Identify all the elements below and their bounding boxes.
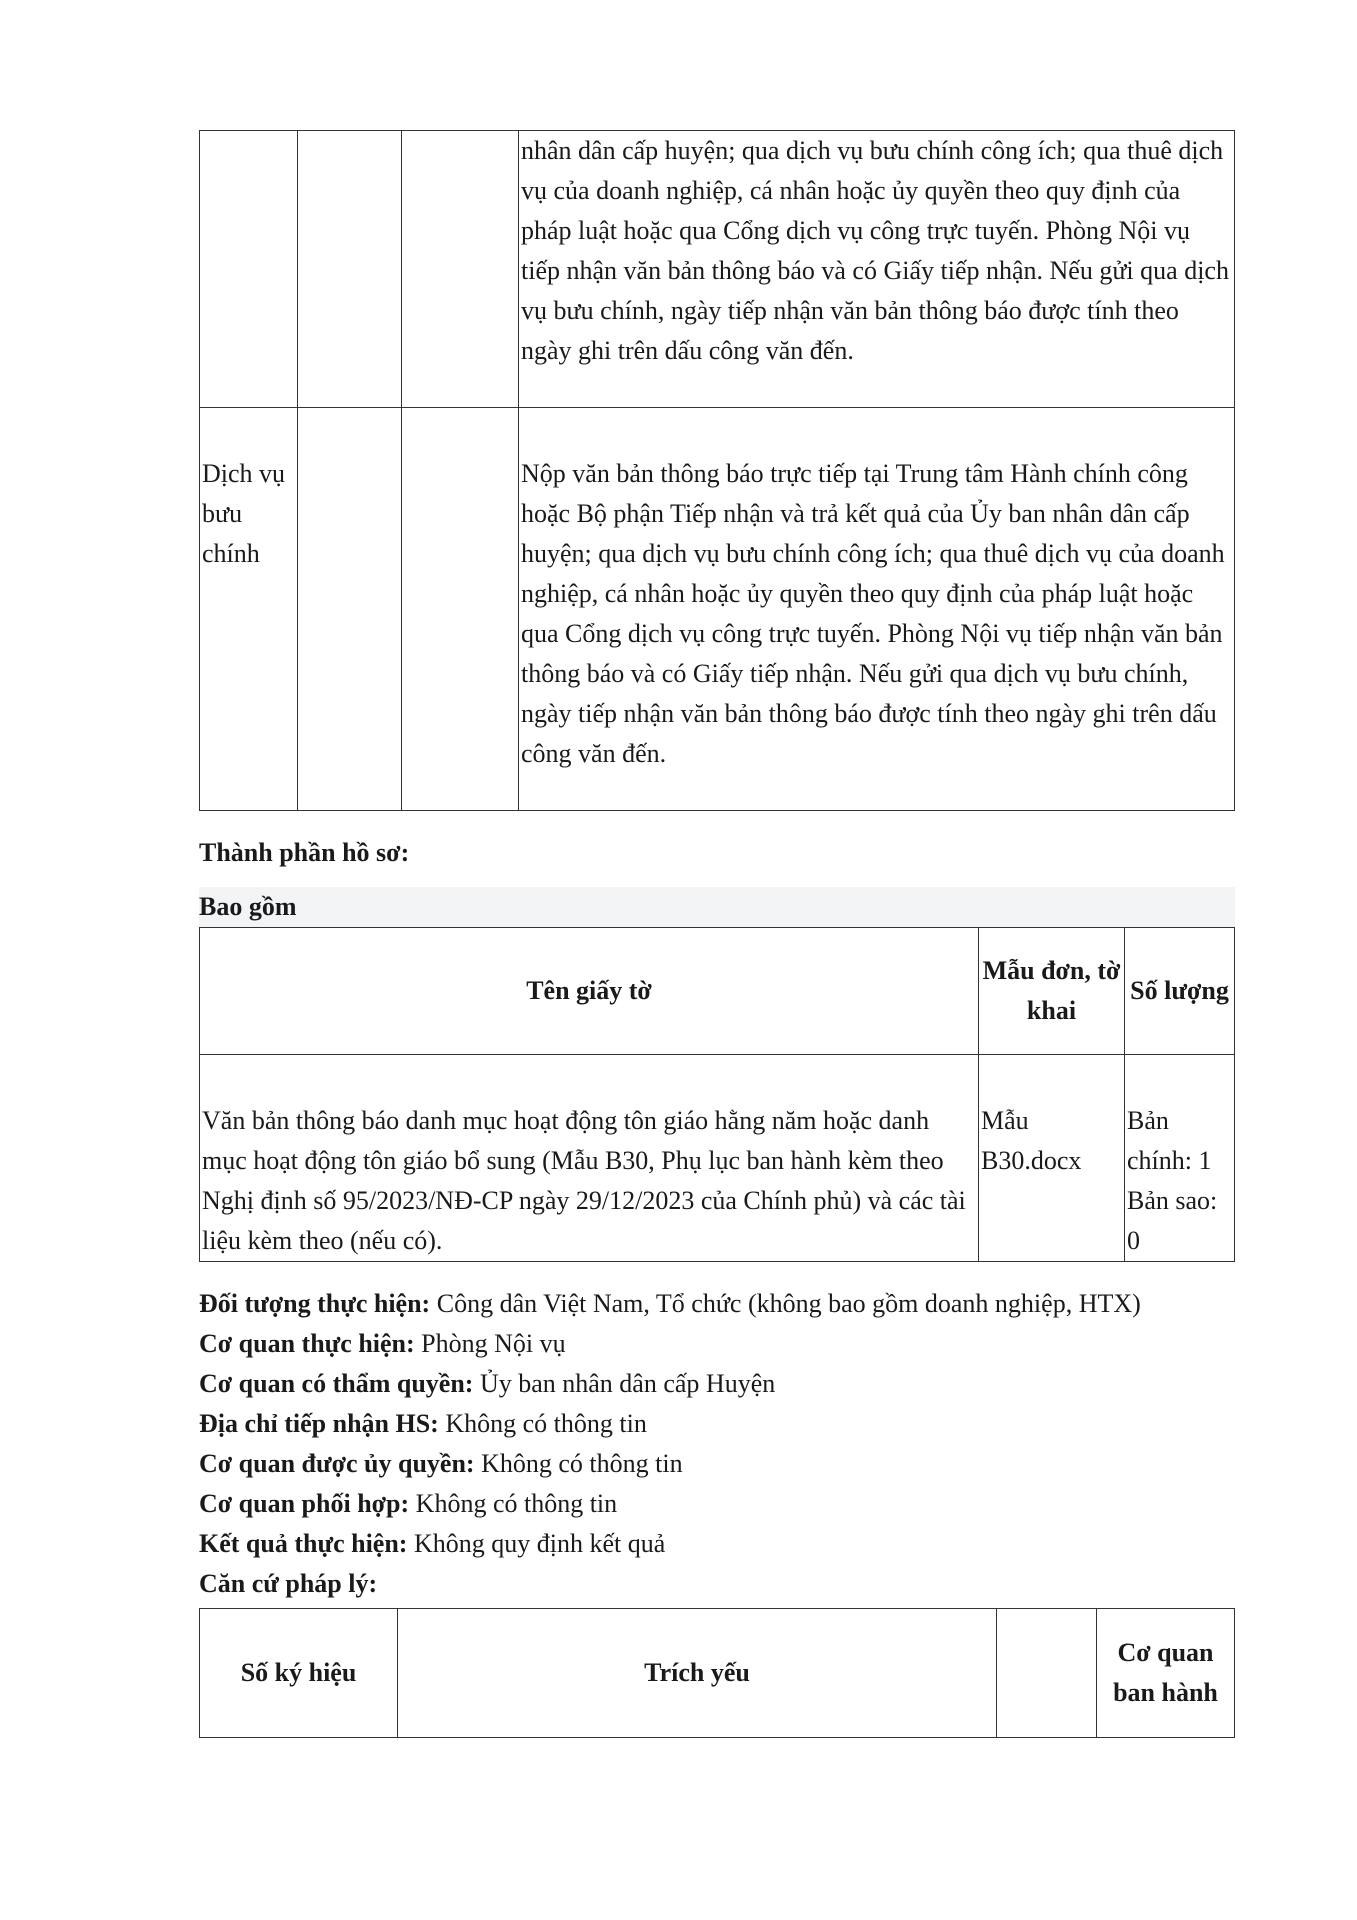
section-heading-thanh-phan: Thành phần hồ sơ:	[199, 838, 410, 867]
info-ket-qua	[199, 1524, 1235, 1564]
info-value: Không quy định kết quả	[407, 1529, 666, 1558]
info-label: Địa chỉ tiếp nhận HS:	[199, 1409, 439, 1438]
info-label: Đối tượng thực hiện:	[199, 1289, 431, 1318]
form-file-link[interactable]: Mẫu B30.docx	[979, 1055, 1125, 1262]
document-name-cell: Văn bản thông báo danh mục hoạt động tôn giáo hằng năm hoặc danh mục hoạt động tôn giáo bổ sung (Mẫu B30, Phụ lục ban hành kèm theo Nghị định số 95/2023/NĐ-CP ngày 29/12/2023 của Chính phủ) và các tài liệu kèm theo (nếu có).	[200, 1055, 979, 1262]
info-label: Cơ quan có thẩm quyền:	[199, 1369, 474, 1398]
subsection-bar-bao-gom: Bao gồm	[199, 887, 1235, 927]
method-cell: Dịch vụ bưu chính	[200, 408, 298, 811]
header-mau-don: Mẫu đơn, tờ khai	[979, 928, 1125, 1055]
info-value: Ủy ban nhân dân cấp Huyện	[473, 1369, 776, 1398]
qty-copy: Bản sao: 0	[1127, 1186, 1218, 1255]
info-uy-quyen	[199, 1444, 1235, 1484]
procedure-table	[199, 130, 1235, 811]
header-so-luong: Số lượng	[1125, 928, 1235, 1055]
table-row	[200, 131, 1235, 408]
method-cell	[200, 131, 298, 408]
header-co-quan-ban-hanh: Cơ quan ban hành	[1097, 1609, 1235, 1738]
document-page	[199, 130, 1235, 1738]
header-empty	[997, 1609, 1097, 1738]
info-label: Cơ quan thực hiện:	[199, 1329, 415, 1358]
empty-cell	[298, 408, 402, 811]
documents-table	[199, 927, 1235, 1262]
info-value: Không có thông tin	[474, 1449, 683, 1478]
info-value: Công dân Việt Nam, Tổ chức (không bao gồm doanh nghiệp, HTX)	[430, 1289, 1141, 1318]
qty-original: Bản chính: 1	[1127, 1106, 1212, 1175]
header-trich-yeu: Trích yếu	[398, 1609, 997, 1738]
table-header-row	[200, 1609, 1235, 1738]
header-ten-giay-to: Tên giấy tờ	[200, 928, 979, 1055]
info-label: Cơ quan phối hợp:	[199, 1489, 410, 1518]
info-value: Không có thông tin	[438, 1409, 647, 1438]
legal-basis-table	[199, 1608, 1235, 1738]
empty-cell	[402, 408, 519, 811]
quantity-cell	[1125, 1055, 1235, 1262]
procedure-info	[199, 1284, 1235, 1604]
info-value: Phòng Nội vụ	[414, 1329, 566, 1358]
description-cell: Nộp văn bản thông báo trực tiếp tại Trung tâm Hành chính công hoặc Bộ phận Tiếp nhận và trả kết quả của Ủy ban nhân dân cấp huyện; qua dịch vụ bưu chính công ích; qua thuê dịch vụ của doanh nghiệp, cá nhân hoặc ủy quyền theo quy định của pháp luật hoặc qua Cổng dịch vụ công trực tuyến. Phòng Nội vụ tiếp nhận văn bản thông báo và có Giấy tiếp nhận. Nếu gửi qua dịch vụ bưu chính, ngày tiếp nhận văn bản thông báo được tính theo ngày ghi trên dấu công văn đến.	[519, 408, 1235, 811]
info-label: Kết quả thực hiện:	[199, 1529, 408, 1558]
table-row	[200, 1055, 1235, 1262]
empty-cell	[402, 131, 519, 408]
info-co-quan-thuc-hien	[199, 1324, 1235, 1364]
info-dia-chi	[199, 1404, 1235, 1444]
info-can-cu	[199, 1564, 1235, 1604]
table-row	[200, 408, 1235, 811]
info-label: Căn cứ pháp lý:	[199, 1569, 378, 1598]
table-header-row	[200, 928, 1235, 1055]
info-co-quan-tham-quyen	[199, 1364, 1235, 1404]
info-phoi-hop	[199, 1484, 1235, 1524]
description-cell: nhân dân cấp huyện; qua dịch vụ bưu chính công ích; qua thuê dịch vụ của doanh nghiệp, cá nhân hoặc ủy quyền theo quy định của pháp luật hoặc qua Cổng dịch vụ công trực tuyến. Phòng Nội vụ tiếp nhận văn bản thông báo và có Giấy tiếp nhận. Nếu gửi qua dịch vụ bưu chính, ngày tiếp nhận văn bản thông báo được tính theo ngày ghi trên dấu công văn đến.	[519, 131, 1235, 408]
empty-cell	[298, 131, 402, 408]
info-value: Không có thông tin	[409, 1489, 618, 1518]
info-label: Cơ quan được ủy quyền:	[199, 1449, 475, 1478]
header-so-ky-hieu: Số ký hiệu	[200, 1609, 398, 1738]
info-doi-tuong	[199, 1284, 1235, 1324]
